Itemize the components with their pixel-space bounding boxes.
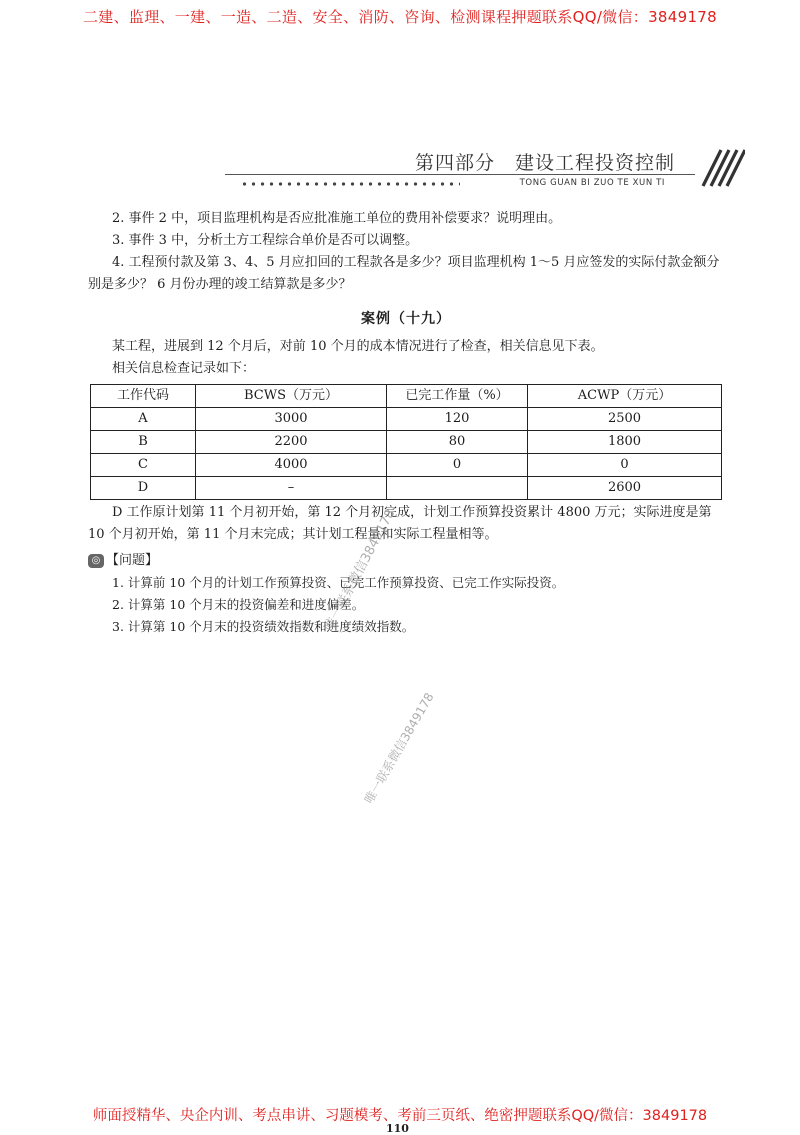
table-header-cell: 工作代码 <box>91 385 196 408</box>
section-title: 第四部分 建设工程投资控制 <box>414 152 675 174</box>
case-question-1: 1. 计算前 10 个月的计划工作预算投资、已完工作预算投资、已完工作实际投资。 <box>112 575 565 590</box>
table-cell: – <box>196 477 387 500</box>
question-3: 3. 事件 3 中，分析土方工程综合单价是否可以调整。 <box>112 233 419 248</box>
table-row <box>91 454 722 477</box>
table-header-row <box>91 385 722 408</box>
table-cell: A <box>91 408 196 431</box>
question-icon: ◎ <box>88 554 104 568</box>
work-data-table <box>90 384 722 500</box>
case-title: 案例（十九） <box>361 311 451 327</box>
case-intro-2: 相关信息检查记录如下： <box>112 361 256 376</box>
table-row <box>91 431 722 454</box>
table-cell: 80 <box>387 431 528 454</box>
table-cell <box>387 477 528 500</box>
header-dots <box>240 181 460 187</box>
table-cell: D <box>91 477 196 500</box>
table-cell: 1800 <box>528 431 722 454</box>
header-stripes-icon <box>695 148 745 188</box>
table-cell: 0 <box>528 454 722 477</box>
case-intro: 某工程，进展到 12 个月后，对前 10 个月的成本情况进行了检查，相关信息见下表。 <box>112 339 604 354</box>
table-cell: 2600 <box>528 477 722 500</box>
table-cell: 3000 <box>196 408 387 431</box>
table-cell: 120 <box>387 408 528 431</box>
watermark: 唯一联系微信3849178 <box>361 690 437 806</box>
table-cell: 2500 <box>528 408 722 431</box>
section-header <box>225 140 745 200</box>
table-header-cell: BCWS（万元） <box>196 385 387 408</box>
page-content <box>88 208 724 638</box>
question-4: 4. 工程预付款及第 3、4、5 月应扣回的工程款各是多少？项目监理机构 1～5 月应签发的实际付款金额分别是多少？ 6 月份办理的竣工结算款是多少？ <box>88 255 720 292</box>
case-note: D 工作原计划第 11 个月初开始，第 12 个月初完成，计划工作预算投资累计 4800 万元；实际进度是第 10 个月初开始，第 11 个月末完成；其计划工程量和实际工程量相等。 <box>88 505 712 542</box>
table-cell: B <box>91 431 196 454</box>
question-header-label: 【问题】 <box>106 553 159 568</box>
case-question-3: 3. 计算第 10 个月末的投资绩效指数和进度绩效指数。 <box>112 619 415 634</box>
section-subtitle: TONG GUAN BI ZUO TE XUN TI <box>519 178 665 188</box>
table-cell: 4000 <box>196 454 387 477</box>
top-banner: 二建、监理、一建、一造、二造、安全、消防、咨询、检测课程押题联系QQ/微信：3849178 <box>83 8 717 26</box>
table-header-cell: 已完工作量（%） <box>387 385 528 408</box>
case-question-2: 2. 计算第 10 个月末的投资偏差和进度偏差。 <box>112 597 365 612</box>
table-cell: 2200 <box>196 431 387 454</box>
question-header <box>88 550 724 572</box>
table-cell: 0 <box>387 454 528 477</box>
table-cell: C <box>91 454 196 477</box>
question-2: 2. 事件 2 中，项目监理机构是否应批准施工单位的费用补偿要求？说明理由。 <box>112 211 562 226</box>
page-number: 110 <box>386 1122 409 1135</box>
table-row <box>91 408 722 431</box>
watermark: 唯一联系微信3849178 <box>321 506 399 634</box>
table-row <box>91 477 722 500</box>
table-header-cell: ACWP（万元） <box>528 385 722 408</box>
bottom-banner: 师面授精华、央企内训、考点串讲、习题模考、考前三页纸、绝密押题联系QQ/微信：3849178 <box>92 1108 708 1124</box>
